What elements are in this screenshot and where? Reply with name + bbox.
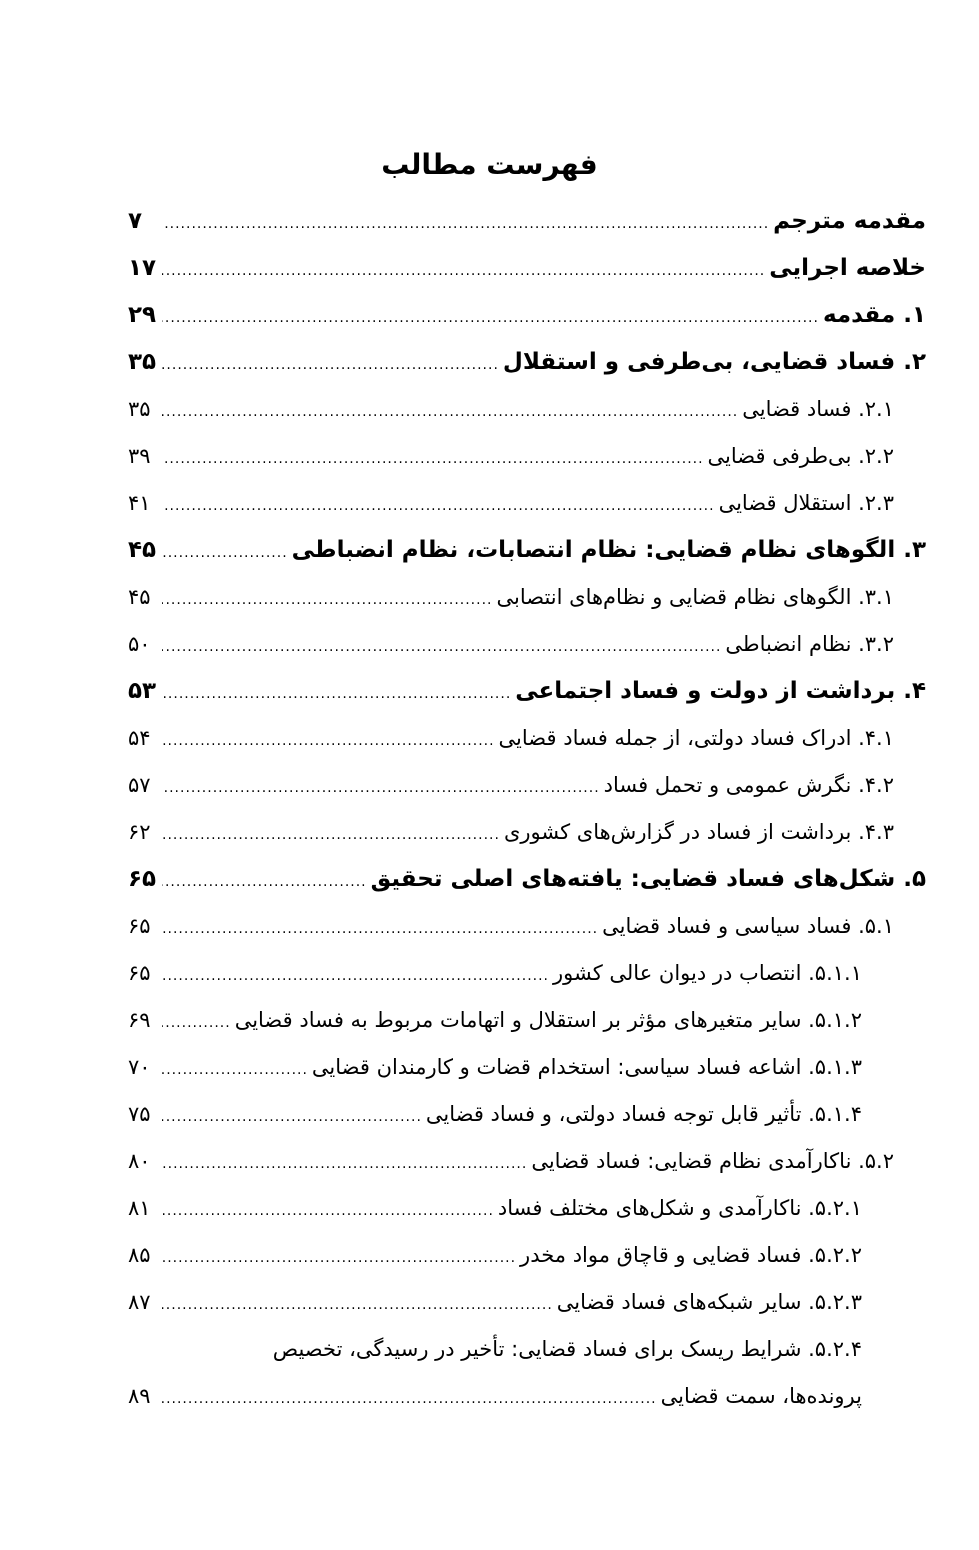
dot-leader bbox=[162, 248, 765, 295]
toc-entry[interactable] bbox=[128, 433, 926, 480]
dot-leader bbox=[162, 718, 495, 765]
toc-entry-title: ۵.۱.۳. اشاعه فساد سیاسی: استخدام قضات و کارمندان قضایی bbox=[311, 1055, 862, 1079]
toc-entry-page: ۵۷ bbox=[128, 773, 151, 797]
toc-entry-title: ۴.۱. ادراک فساد دولتی، از جمله فساد قضایی bbox=[498, 726, 894, 750]
toc-entry[interactable] bbox=[128, 1044, 926, 1091]
toc-entry-page: ۵۰ bbox=[128, 632, 151, 656]
toc-entry-title: ۳. الگوهای نظام قضایی: نظام انتصابات، نظام انضباطی bbox=[291, 537, 926, 563]
toc-entry-page: ۱۷ bbox=[128, 255, 157, 281]
toc-entry[interactable] bbox=[128, 762, 926, 809]
toc-entry-page: ۶۵ bbox=[128, 961, 151, 985]
toc-entry-page: ۶۲ bbox=[128, 820, 151, 844]
toc-entry[interactable] bbox=[128, 480, 926, 527]
toc-entry-title: ۴. برداشت از دولت و فساد اجتماعی bbox=[515, 678, 926, 704]
toc-entry[interactable] bbox=[128, 1185, 926, 1232]
toc-entry-title: ۵.۲. ناکارآمدی نظام قضایی: فساد قضایی bbox=[531, 1149, 894, 1173]
dot-leader bbox=[162, 295, 819, 342]
dot-leader bbox=[162, 906, 598, 953]
dot-leader bbox=[162, 671, 511, 718]
dot-leader bbox=[162, 201, 769, 248]
toc-entry-page: ۷۰ bbox=[128, 1055, 151, 1079]
toc-entry-page: ۴۱ bbox=[128, 491, 151, 515]
toc-entry-page: ۲۹ bbox=[128, 302, 157, 328]
toc-entry-page: ۳۵ bbox=[128, 397, 151, 421]
toc-entry-title: ۵.۲.۳. سایر شبکه‌های فساد قضایی bbox=[556, 1290, 862, 1314]
toc-entry-title: ۵.۱. فساد سیاسی و فساد قضایی bbox=[602, 914, 894, 938]
toc-entry[interactable] bbox=[128, 1091, 926, 1138]
toc-entry-page: ۶۵ bbox=[128, 914, 151, 938]
toc-entry-title: ۵.۱.۴. تأثیر قابل توجه فساد دولتی، و فساد قضایی bbox=[425, 1102, 862, 1126]
toc-entry[interactable] bbox=[128, 292, 926, 339]
toc-entry-page: ۴۵ bbox=[128, 585, 151, 609]
toc-entry-title: ۳.۲. نظام انضباطی bbox=[725, 632, 894, 656]
toc-entry-title: ۵.۲.۲. فساد قضایی و قاچاق مواد مخدر bbox=[520, 1243, 862, 1267]
page-title: فهرست مطالب bbox=[381, 148, 598, 181]
toc-entry-title: ۵.۱.۲. سایر متغیرهای مؤثر بر استقلال و اتهامات مربوط به فساد قضایی bbox=[234, 1008, 862, 1032]
dot-leader bbox=[162, 1188, 494, 1235]
toc-entry[interactable] bbox=[128, 339, 926, 386]
toc-entry[interactable] bbox=[128, 668, 926, 715]
dot-leader bbox=[162, 436, 704, 483]
dot-leader bbox=[162, 765, 600, 812]
toc-entry-page: ۶۹ bbox=[128, 1008, 151, 1032]
toc-entry[interactable] bbox=[128, 1138, 926, 1185]
dot-leader bbox=[162, 1376, 657, 1423]
toc-entry-title: ۲.۲. بی‌طرفی قضایی bbox=[707, 444, 894, 468]
toc-entry-title-line1: ۵.۲.۴. شرایط ریسک برای فساد قضایی: تأخیر در رسیدگی، تخصیص bbox=[272, 1337, 862, 1361]
dot-leader bbox=[162, 624, 721, 671]
toc-entry-page: ۳۵ bbox=[128, 349, 157, 375]
toc-entry-page: ۸۷ bbox=[128, 1290, 151, 1314]
dot-leader bbox=[162, 1235, 516, 1282]
toc-entry[interactable] bbox=[128, 950, 926, 997]
toc-entry-page: ۶۵ bbox=[128, 866, 157, 892]
toc-entry-page: ۷۵ bbox=[128, 1102, 151, 1126]
toc-entry[interactable] bbox=[128, 198, 926, 245]
toc-entry-title: ۵.۱.۱. انتصاب در دیوان عالی کشور bbox=[553, 961, 862, 985]
dot-leader bbox=[162, 483, 715, 530]
toc-entry-continuation[interactable] bbox=[128, 1373, 926, 1420]
toc-entry-page: ۷ bbox=[128, 208, 143, 234]
dot-leader bbox=[162, 530, 288, 577]
toc-entry[interactable] bbox=[128, 527, 926, 574]
toc-entry[interactable] bbox=[128, 574, 926, 621]
toc-entry[interactable] bbox=[128, 1279, 926, 1326]
toc-entry[interactable] bbox=[128, 621, 926, 668]
toc-entry[interactable] bbox=[128, 1232, 926, 1279]
dot-leader bbox=[162, 342, 499, 389]
toc-entry-page: ۵۳ bbox=[128, 678, 157, 704]
toc-entry-title: ۳.۱. الگوهای نظام قضایی و نظام‌های انتصابی bbox=[496, 585, 894, 609]
toc-entry[interactable] bbox=[128, 386, 926, 433]
dot-leader bbox=[162, 577, 492, 624]
toc-entry[interactable] bbox=[128, 715, 926, 762]
toc-entry-multiline[interactable] bbox=[128, 1326, 926, 1373]
toc-entry-page: ۸۰ bbox=[128, 1149, 151, 1173]
toc-entry-title: ۱. مقدمه bbox=[822, 302, 926, 328]
toc-entry-page: ۴۵ bbox=[128, 537, 157, 563]
toc-entry-title: ۵.۲.۱. ناکارآمدی و شکل‌های مختلف فساد bbox=[497, 1196, 862, 1220]
dot-leader bbox=[162, 1000, 231, 1047]
toc-entry-title: ۲.۱. فساد قضایی bbox=[742, 397, 894, 421]
dot-leader bbox=[162, 1094, 422, 1141]
dot-leader bbox=[162, 1047, 308, 1094]
toc-entry[interactable] bbox=[128, 903, 926, 950]
toc-entry-title: ۲. فساد قضایی، بی‌طرفی و استقلال bbox=[502, 349, 926, 375]
toc-entry[interactable] bbox=[128, 245, 926, 292]
toc-entry-title: ۴.۲. نگرش عمومی و تحمل فساد bbox=[603, 773, 894, 797]
toc-entry-title: ۲.۳. استقلال قضایی bbox=[718, 491, 894, 515]
dot-leader bbox=[162, 1282, 553, 1329]
toc-entry[interactable] bbox=[128, 997, 926, 1044]
dot-leader bbox=[162, 389, 738, 436]
toc-entry-title: ۵. شکل‌های فساد قضایی: یافته‌های اصلی تحقیق bbox=[370, 866, 926, 892]
toc-entry-title: ۴.۳. برداشت از فساد در گزارش‌های کشوری bbox=[503, 820, 894, 844]
dot-leader bbox=[162, 1141, 527, 1188]
toc-entry-page: ۸۵ bbox=[128, 1243, 151, 1267]
toc-entry[interactable] bbox=[128, 809, 926, 856]
dot-leader bbox=[162, 859, 367, 906]
toc-entry-title: خلاصه اجرایی bbox=[769, 255, 926, 281]
dot-leader bbox=[162, 953, 549, 1000]
toc-entry-page: ۸۱ bbox=[128, 1196, 151, 1220]
toc-entry[interactable] bbox=[128, 856, 926, 903]
toc-entry-page: ۸۹ bbox=[128, 1384, 151, 1408]
toc-entry-page: ۳۹ bbox=[128, 444, 151, 468]
toc-entry-page: ۵۴ bbox=[128, 726, 151, 750]
toc-entry-title: مقدمه مترجم bbox=[773, 208, 926, 234]
toc-entry-title-line2: پرونده‌ها، سمت قضایی bbox=[660, 1384, 862, 1408]
dot-leader bbox=[162, 812, 500, 859]
table-of-contents bbox=[128, 198, 926, 1420]
